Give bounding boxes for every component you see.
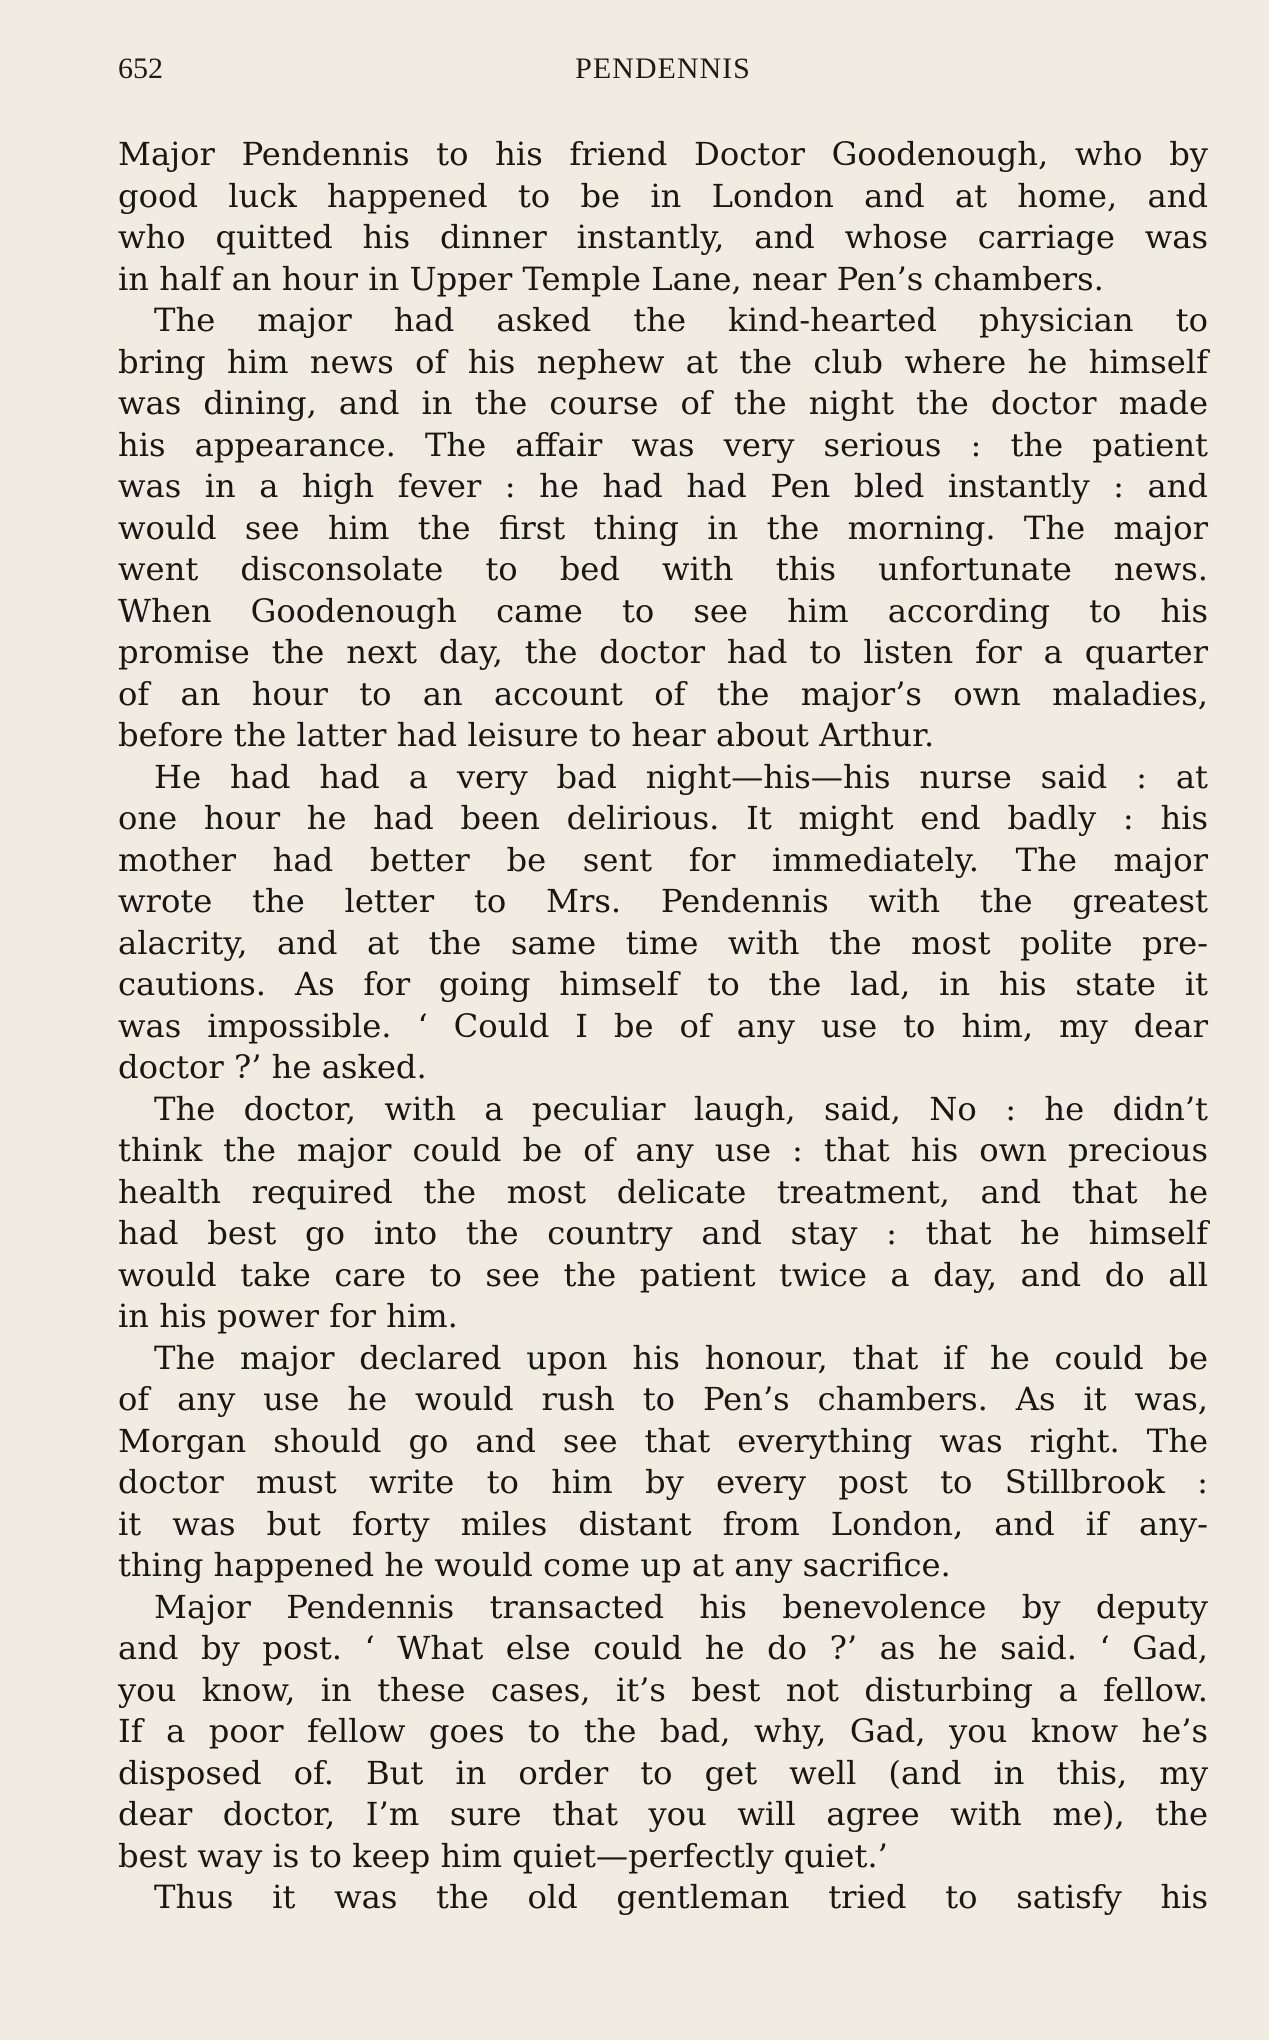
- paragraph: [118, 1587, 1208, 1878]
- text-line: in half an hour in Upper Temple Lane, near Pen’s chambers.: [118, 259, 1104, 298]
- text-line: If a poor fellow goes to the bad, why, Gad, you know he’s: [118, 1712, 1208, 1750]
- text-line: best way is to keep him quiet—perfectly quiet.’: [118, 1836, 888, 1875]
- paragraph: [118, 1877, 1208, 1919]
- text-line: Thus it was the old gentleman tried to satisfy his: [154, 1878, 1208, 1916]
- text-line: doctor must write to him by every post to Stillbrook :: [118, 1463, 1208, 1501]
- text-line: thing happened he would come up at any sacrifice.: [118, 1546, 951, 1584]
- text-line: cautions. As for going himself to the lad, in his state it: [118, 965, 1208, 1003]
- paragraph: [118, 134, 1208, 300]
- text-line: He had had a very bad night—his—his nurse said : at: [154, 757, 1208, 796]
- paragraph: [118, 1338, 1208, 1587]
- text-line: The major declared upon his honour, that if he could be: [154, 1338, 1208, 1377]
- page-number: 652: [118, 52, 163, 85]
- text-line: The doctor, with a peculiar laugh, said, No : he didn’t: [154, 1089, 1208, 1128]
- text-line: Major Pendennis transacted his benevolence by deputy: [154, 1587, 1208, 1626]
- body-text: [118, 134, 1208, 1919]
- text-line: his appearance. The affair was very serious : the patient: [118, 425, 1208, 464]
- text-line: you know, in these cases, it’s best not disturbing a fellow.: [118, 1670, 1208, 1709]
- text-line: it was but forty miles distant from London, and if any-: [118, 1504, 1208, 1543]
- text-line: alacrity, and at the same time with the most polite pre-: [118, 923, 1208, 962]
- running-head: [118, 52, 1208, 102]
- text-line: think the major could be of any use : that his own precious: [118, 1131, 1208, 1169]
- text-line: Major Pendennis to his friend Doctor Goodenough, who by: [118, 135, 1208, 173]
- text-line: would take care to see the patient twice a day, and do all: [118, 1255, 1208, 1294]
- text-line: wrote the letter to Mrs. Pendennis with the greatest: [118, 882, 1208, 920]
- text-line: dear doctor, I’m sure that you will agree with me), the: [118, 1795, 1208, 1833]
- running-title: PENDENNIS: [575, 52, 751, 85]
- text-line: had best go into the country and stay : that he himself: [118, 1214, 1208, 1252]
- paragraph: [118, 757, 1208, 1089]
- text-line: was in a high fever : he had had Pen bled instantly : and: [118, 467, 1208, 505]
- text-line: promise the next day, the doctor had to listen for a quarter: [118, 633, 1208, 671]
- text-line: went disconsolate to bed with this unfortunate news.: [118, 550, 1208, 588]
- text-line: was impossible. ‘ Could I be of any use to him, my dear: [118, 1006, 1208, 1045]
- text-line: and by post. ‘ What else could he do ?’ as he said. ‘ Gad,: [118, 1629, 1208, 1667]
- text-line: health required the most delicate treatment, and that he: [118, 1172, 1208, 1211]
- text-line: was dining, and in the course of the night the doctor made: [118, 384, 1208, 422]
- text-line: disposed of. But in order to get well (and in this, my: [118, 1753, 1208, 1792]
- text-line: one hour he had been delirious. It might end badly : his: [118, 799, 1208, 837]
- paragraph: [118, 1089, 1208, 1338]
- text-line: who quitted his dinner instantly, and whose carriage was: [118, 218, 1208, 256]
- text-line: When Goodenough came to see him according to his: [118, 591, 1208, 630]
- text-line: of any use he would rush to Pen’s chambers. As it was,: [118, 1380, 1208, 1418]
- text-line: Morgan should go and see that everything was right. The: [118, 1421, 1208, 1460]
- text-line: bring him news of his nephew at the club where he himself: [118, 342, 1208, 381]
- text-line: in his power for him.: [118, 1297, 458, 1335]
- text-line: The major had asked the kind-hearted physician to: [154, 301, 1208, 339]
- text-line: before the latter had leisure to hear about Arthur.: [118, 716, 935, 754]
- text-line: would see him the first thing in the morning. The major: [118, 508, 1208, 547]
- paragraph: [118, 300, 1208, 757]
- text-line: good luck happened to be in London and at home, and: [118, 176, 1208, 215]
- text-line: doctor ?’ he asked.: [118, 1048, 427, 1086]
- text-line: of an hour to an account of the major’s own maladies,: [118, 674, 1208, 713]
- text-line: mother had better be sent for immediately. The major: [118, 840, 1208, 879]
